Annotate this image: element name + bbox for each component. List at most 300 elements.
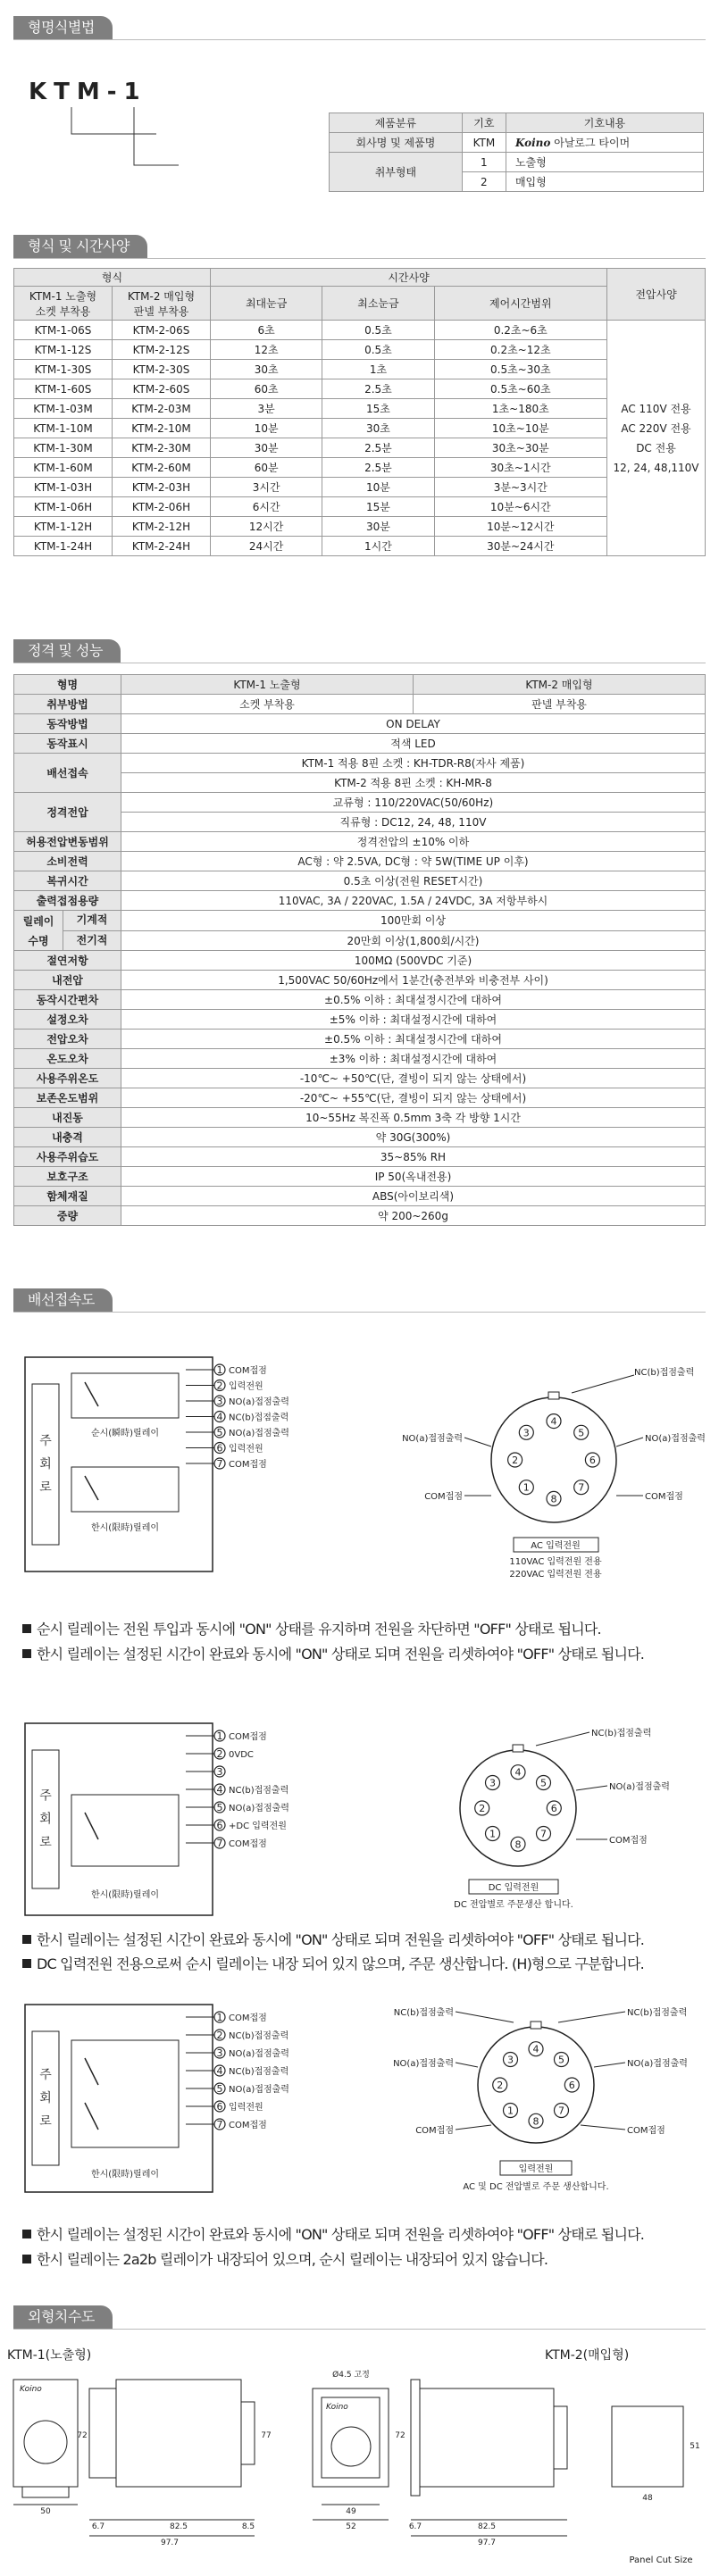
pin-label: COM접점 — [229, 1366, 267, 1376]
spec-label: 내충격 — [14, 1128, 121, 1147]
pin-number: 2 — [216, 1748, 223, 1760]
pin-number: 6 — [216, 1442, 223, 1455]
pin-number: 4 — [216, 1784, 223, 1796]
types-cell: KTM-1-30M — [14, 438, 113, 458]
spec-value: 소켓 부착용 — [121, 695, 414, 714]
pin-number: 5 — [539, 1777, 547, 1789]
spec-value: ON DELAY — [121, 714, 706, 734]
types-row — [14, 497, 706, 517]
pin-number: 5 — [216, 1802, 223, 1813]
pin-label: +DC 입력전원 — [229, 1822, 287, 1831]
types-sub: KTM-2 매입형 — [127, 289, 196, 303]
spec-value: ±0.5% 이하 : 최대설정시간에 대하여 — [121, 1030, 706, 1049]
pin-number: 8 — [514, 1838, 522, 1851]
divider — [13, 2329, 706, 2330]
socket-key — [548, 1392, 559, 1399]
spec-value: 20만회 이상(1,800회/시간) — [121, 930, 706, 951]
types-cell: KTM-2-60M — [113, 458, 211, 478]
pin-number: 4 — [216, 1411, 223, 1423]
pin-number: 4 — [532, 2043, 539, 2055]
note: 한시 릴레이는 2a2b 릴레이가 내장되어 있으며, 순시 릴레이는 내장되어 있지 않습니다. — [22, 2248, 548, 2269]
spec-label: 복귀시간 — [14, 871, 121, 891]
types-cell: 30초~30분 — [434, 438, 606, 458]
spec-value: IP 50(옥내전용) — [121, 1167, 706, 1187]
types-cell: 0.2초~6초 — [434, 321, 606, 340]
types-cell: KTM-2-24H — [113, 537, 211, 556]
types-cell: 60초 — [211, 379, 322, 399]
source-label: AC 입력전원 — [531, 1541, 581, 1551]
wiring-svg-3 — [18, 1996, 715, 2201]
section-title-model: 형명식별법 — [13, 16, 113, 39]
types-row — [14, 379, 706, 399]
model-row-code: 1 — [462, 153, 506, 172]
note: 한시 릴레이는 설정된 시간이 완료와 동시에 "ON" 상태로 되며 전원을 리셋하여야 "OFF" 상태로 됩니다. — [22, 2223, 644, 2244]
types-cell: KTM-1-10M — [14, 419, 113, 438]
spec-value: 100만회 이상 — [121, 911, 706, 931]
pin-number: 7 — [539, 1828, 547, 1840]
pin-number: 7 — [557, 2105, 564, 2117]
types-head-volt: 전압사양 — [607, 269, 706, 321]
types-sub: 최소눈금 — [322, 287, 434, 321]
front-view — [13, 2380, 78, 2487]
types-cell: 30분 — [322, 517, 434, 537]
main-circuit-char: 주 — [39, 1434, 52, 1448]
side-view-2 — [420, 2388, 554, 2487]
spec-head: KTM-2 매입형 — [414, 675, 706, 695]
types-table — [13, 268, 706, 556]
types-cell: KTM-2-30M — [113, 438, 211, 458]
types-cell: 10분~12시간 — [434, 517, 606, 537]
types-cell: 3분 — [211, 399, 322, 419]
model-row-label: 취부형태 — [330, 153, 463, 192]
socket-label: NO(a)접점출력 — [645, 1434, 706, 1444]
panel-cut — [612, 2406, 683, 2487]
section-title-dims: 외형치수도 — [13, 2305, 113, 2329]
types-cell: 6시간 — [211, 497, 322, 517]
types-cell: 30분 — [211, 438, 322, 458]
types-row — [14, 360, 706, 379]
pin-label: 0VDC — [229, 1750, 254, 1760]
divider — [13, 39, 706, 40]
pin-label: 입력전원 — [229, 1444, 263, 1455]
types-cell: KTM-2-30S — [113, 360, 211, 379]
spec-label: 동작표시 — [14, 734, 121, 754]
section-title-spec: 정격 및 성능 — [13, 639, 121, 663]
section-title-wiring: 배선접속도 — [13, 1288, 113, 1312]
types-cell: 30초 — [322, 419, 434, 438]
pin-number: 7 — [216, 1838, 223, 1849]
source-note: DC 전압별로 주문생산 합니다. — [454, 1900, 573, 1910]
dim-label: 49 — [346, 2507, 356, 2516]
types-row — [14, 478, 706, 497]
spec-label: 내진동 — [14, 1108, 121, 1128]
pin-number: 3 — [523, 1427, 530, 1439]
pin-number: 6 — [589, 1455, 596, 1466]
spec-value: 1,500VAC 50/60Hz에서 1분간(충전부와 비충전부 사이) — [121, 971, 706, 990]
dimension-drawings — [0, 2339, 719, 2573]
types-cell: KTM-2-12S — [113, 340, 211, 360]
pin-number: 2 — [216, 2030, 223, 2041]
types-cell: 6초 — [211, 321, 322, 340]
pin-number: 1 — [523, 1481, 530, 1494]
socket-label: NO(a)접점출력 — [402, 1434, 463, 1444]
pin-number: 1 — [507, 2105, 514, 2117]
spec-label: 사용주위습도 — [14, 1147, 121, 1167]
spec-value: -10℃~ +50℃(단, 결빙이 되지 않는 상태에서) — [121, 1069, 706, 1088]
types-cell: KTM-2-60S — [113, 379, 211, 399]
types-row — [14, 517, 706, 537]
socket-label: COM접점 — [627, 2126, 665, 2136]
model-row-code: 2 — [462, 172, 506, 192]
model-row-desc: 노출형 — [506, 153, 703, 172]
pin-number: 5 — [216, 2083, 223, 2095]
spec-label: 보호구조 — [14, 1167, 121, 1187]
types-cell: 12초 — [211, 340, 322, 360]
spec-value: KTM-2 적용 8핀 소켓 : KH-MR-8 — [121, 773, 706, 793]
main-circuit-char: 주 — [39, 1788, 52, 1804]
spec-head: 형명 — [14, 675, 121, 695]
relay-label: 한시(限時)릴레이 — [90, 1523, 160, 1533]
types-cell: KTM-2-03M — [113, 399, 211, 419]
dim-label: 48 — [642, 2494, 653, 2503]
pin-number: 4 — [216, 2065, 223, 2077]
types-cell: 2.5초 — [322, 379, 434, 399]
pin-label: 입력전원 — [229, 2103, 263, 2113]
dim-label: 52 — [346, 2522, 356, 2531]
main-circuit-char: 회 — [39, 2091, 52, 2105]
volt-line: DC 전용 — [636, 441, 676, 454]
spec-value: ±3% 이하 : 최대설정시간에 대하여 — [121, 1049, 706, 1069]
brand-logo: Koino — [514, 137, 551, 149]
socket-label: NO(a)접점출력 — [609, 1782, 670, 1792]
spec-value: 110VAC, 3A / 220VAC, 1.5A / 24VDC, 3A 저항부하시 — [121, 891, 706, 911]
pin-number: 6 — [568, 2080, 575, 2091]
types-cell: KTM-1-03M — [14, 399, 113, 419]
note: 한시 릴레이는 설정된 시간이 완료와 동시에 "ON" 상태로 되며 전원을 리셋하여야 "OFF" 상태로 됩니다. — [22, 1643, 644, 1663]
spec-value: 100MΩ (500VDC 기준) — [121, 951, 706, 971]
pin-label: NO(a)접점출력 — [229, 1804, 289, 1813]
types-row — [14, 537, 706, 556]
socket-label: NO(a)접점출력 — [393, 2059, 454, 2069]
types-cell: KTM-1-06S — [14, 321, 113, 340]
spec-value: 직류형 : DC12, 24, 48, 110V — [121, 813, 706, 832]
socket-label: COM접점 — [415, 2126, 454, 2136]
spec-label: 동작시간편차 — [14, 990, 121, 1010]
relay-label: 순시(瞬時)릴레이 — [90, 1429, 160, 1438]
pin-number: 7 — [216, 1458, 223, 1470]
socket-key — [513, 1745, 523, 1752]
types-cell: 10초~10분 — [434, 419, 606, 438]
spec-value: 0.5초 이상(전원 RESET시간) — [121, 871, 706, 891]
main-circuit-char: 로 — [39, 2114, 52, 2129]
brand-logo: Koino — [326, 2403, 348, 2412]
types-row — [14, 340, 706, 360]
divider — [13, 258, 706, 259]
pin-label: NC(b)접점출력 — [229, 2067, 289, 2077]
types-cell: KTM-2-06H — [113, 497, 211, 517]
pin-number: 3 — [216, 2047, 223, 2059]
relay-box — [71, 1795, 179, 1866]
divider — [13, 1312, 706, 1313]
spec-label: 함체재질 — [14, 1187, 121, 1206]
dim-label: 6.7 — [91, 2522, 105, 2531]
types-cell: 1시간 — [322, 537, 434, 556]
pin-number: 6 — [216, 1820, 223, 1831]
types-cell: 24시간 — [211, 537, 322, 556]
types-cell: 1초 — [322, 360, 434, 379]
spec-value: 약 30G(300%) — [121, 1128, 706, 1147]
types-cell: 3분~3시간 — [434, 478, 606, 497]
types-sub: KTM-1 노출형 — [29, 289, 97, 303]
wiring-diagram-1 — [18, 1339, 715, 1616]
dim-label: 51 — [690, 2442, 700, 2451]
source-label: 입력전원 — [518, 2164, 554, 2174]
types-sub: 제어시간범위 — [434, 287, 606, 321]
relay-label: 한시(限時)릴레이 — [90, 2170, 160, 2180]
spec-head: KTM-1 노출형 — [121, 675, 414, 695]
pin-label: COM접점 — [229, 1460, 267, 1470]
pin-number: 6 — [216, 2101, 223, 2113]
dim-label: 72 — [395, 2431, 405, 2440]
pin-label: 입력전원 — [229, 1381, 263, 1392]
pin-label: NO(a)접점출력 — [229, 1397, 289, 1407]
dims-svg — [0, 2339, 719, 2573]
types-volt — [607, 321, 706, 556]
dims-title: KTM-2(매입형) — [545, 2348, 630, 2363]
model-row-desc: 매입형 — [506, 172, 703, 192]
spec-label: 사용주위온도 — [14, 1069, 121, 1088]
types-cell: KTM-1-06H — [14, 497, 113, 517]
note: 한시 릴레이는 설정된 시간이 완료와 동시에 "ON" 상태로 되며 전원을 리셋하여야 "OFF" 상태로 됩니다. — [22, 1929, 644, 1949]
types-head-time: 시간사양 — [211, 269, 607, 287]
types-sub: 소켓 부착용 — [35, 304, 91, 318]
types-cell: 15분 — [322, 497, 434, 517]
types-cell: KTM-1-12H — [14, 517, 113, 537]
model-leader-lines — [36, 107, 179, 205]
types-row — [14, 458, 706, 478]
pin-number: 8 — [550, 1493, 557, 1505]
pin-label: COM접점 — [229, 1839, 267, 1849]
spec-label: 릴레이 — [22, 914, 54, 928]
spec-value: 10~55Hz 복진폭 0.5mm 3축 각 방향 1시간 — [121, 1108, 706, 1128]
pin-number: 2 — [497, 2080, 504, 2091]
wiring-svg-1 — [18, 1339, 715, 1616]
spec-value: -20℃~ +55℃(단, 결빙이 되지 않는 상태에서) — [121, 1088, 706, 1108]
pin-number: 7 — [578, 1481, 585, 1494]
brand-logo: Koino — [20, 2385, 42, 2394]
relay-box — [71, 2040, 179, 2147]
spec-value: 35~85% RH — [121, 1147, 706, 1167]
types-head-type: 형식 — [14, 269, 211, 287]
types-cell: KTM-2-06S — [113, 321, 211, 340]
source-label: DC 입력전원 — [488, 1883, 539, 1893]
pin-number: 2 — [479, 1803, 486, 1814]
relay-label: 한시(限時)릴레이 — [90, 1890, 160, 1900]
source-note: 220VAC 입력전원 전용 — [509, 1570, 602, 1580]
relay-box — [71, 1467, 179, 1512]
types-row — [14, 438, 706, 458]
main-circuit-char: 회 — [39, 1457, 52, 1471]
socket-label: COM접점 — [609, 1836, 648, 1846]
spec-label: 전기적 — [76, 933, 108, 946]
spec-label: 절연저항 — [14, 951, 121, 971]
pin-number: 4 — [550, 1415, 557, 1428]
model-code: KTM-1 — [29, 79, 147, 105]
types-cell: 0.5초 — [322, 321, 434, 340]
types-cell: 30초 — [211, 360, 322, 379]
spec-value: ±5% 이하 : 최대설정시간에 대하여 — [121, 1010, 706, 1030]
socket-label: COM접점 — [645, 1492, 683, 1502]
hole-label: Ø4.5 고정 — [332, 2371, 370, 2380]
main-circuit-char: 주 — [39, 2068, 52, 2082]
pin-number: 6 — [550, 1803, 557, 1814]
source-note: 110VAC 입력전원 전용 — [509, 1557, 602, 1567]
spec-label: 중량 — [14, 1206, 121, 1226]
pin-number: 1 — [216, 1730, 223, 1742]
types-cell: 10분 — [322, 478, 434, 497]
types-cell: 30분~24시간 — [434, 537, 606, 556]
wiring-svg-2 — [18, 1714, 715, 1924]
types-cell: KTM-1-12S — [14, 340, 113, 360]
pin-number: 4 — [514, 1766, 522, 1779]
volt-line: AC 220V 전용 — [621, 421, 691, 435]
section-title-types: 형식 및 시간사양 — [13, 235, 147, 258]
types-cell: 0.5초 — [322, 340, 434, 360]
types-cell: KTM-1-60M — [14, 458, 113, 478]
types-cell: KTM-1-03H — [14, 478, 113, 497]
model-table — [329, 113, 704, 192]
pin-label: COM접점 — [229, 2013, 267, 2023]
pin-label: NC(b)접점출력 — [229, 1413, 289, 1423]
volt-line: 12, 24, 48,110V — [613, 461, 699, 474]
spec-label: 수명 — [28, 934, 49, 947]
spec-value: 판넬 부착용 — [414, 695, 706, 714]
note: DC 입력전원 전용으로써 순시 릴레이는 내장 되어 있지 않으며, 주문 생산합니다. (H)형으로 구분합니다. — [22, 1953, 644, 1973]
pin-number: 3 — [216, 1396, 223, 1407]
types-cell: 2.5분 — [322, 458, 434, 478]
socket-label: NC(b)접점출력 — [634, 1368, 695, 1378]
dim-label: 8.5 — [241, 2522, 255, 2531]
pin-number: 3 — [216, 1766, 223, 1778]
main-circuit-char: 로 — [39, 1480, 52, 1495]
pin-label: COM접점 — [229, 2121, 267, 2130]
types-cell: 10분~6시간 — [434, 497, 606, 517]
spec-label: 온도오차 — [14, 1049, 121, 1069]
types-cell: 3시간 — [211, 478, 322, 497]
spec-value: 약 200~260g — [121, 1206, 706, 1226]
types-cell: 10분 — [211, 419, 322, 438]
side-view — [116, 2380, 241, 2487]
wiring-diagram-2 — [18, 1714, 715, 1924]
spec-label: 취부방법 — [14, 695, 121, 714]
wiring-diagram-3 — [18, 1996, 715, 2201]
model-head-desc: 기호내용 — [506, 113, 703, 133]
socket-label: NC(b)접점출력 — [591, 1729, 652, 1738]
socket-key — [531, 2022, 541, 2029]
spec-label: 동작방법 — [14, 714, 121, 734]
types-cell: 1초~180초 — [434, 399, 606, 419]
dim-label: 97.7 — [477, 2538, 497, 2547]
model-head-code: 기호 — [462, 113, 506, 133]
pin-label: NO(a)접점출력 — [229, 2049, 289, 2059]
types-cell: 0.5초~30초 — [434, 360, 606, 379]
spec-value: ±0.5% 이하 : 최대설정시간에 대하여 — [121, 990, 706, 1010]
main-circuit-char: 로 — [39, 1835, 52, 1850]
types-cell: KTM-2-12H — [113, 517, 211, 537]
types-cell: 12시간 — [211, 517, 322, 537]
dim-label: 50 — [40, 2507, 51, 2516]
model-row-label: 회사명 및 제품명 — [330, 133, 463, 153]
types-cell: 0.2초~12초 — [434, 340, 606, 360]
dim-label: 6.7 — [408, 2522, 422, 2531]
pin-number: 1 — [489, 1828, 497, 1840]
spec-label: 설정오차 — [14, 1010, 121, 1030]
model-row-code: KTM — [462, 133, 506, 153]
spec-label: 소비전력 — [14, 852, 121, 871]
types-row — [14, 321, 706, 340]
pin-number: 5 — [216, 1427, 223, 1438]
dim-label: 97.7 — [160, 2538, 180, 2547]
relay-box — [71, 1373, 179, 1418]
socket-label: NC(b)접점출력 — [627, 2008, 688, 2018]
types-cell: 60분 — [211, 458, 322, 478]
dim-label: 82.5 — [477, 2522, 497, 2531]
pin-number: 5 — [557, 2054, 564, 2066]
spec-value: AC형 : 약 2.5VA, DC형 : 약 5W(TIME UP 이후) — [121, 852, 706, 871]
pin-number: 3 — [507, 2054, 514, 2066]
spec-value: 정격전압의 ±10% 이하 — [121, 832, 706, 852]
spec-label: 기계적 — [63, 911, 121, 931]
panel-label: Panel Cut Size — [629, 2555, 693, 2565]
dim-label: 72 — [77, 2431, 88, 2440]
types-cell: KTM-2-10M — [113, 419, 211, 438]
model-head-category: 제품분류 — [330, 113, 463, 133]
types-cell: 30초~1시간 — [434, 458, 606, 478]
types-row — [14, 399, 706, 419]
dim-label: 82.5 — [169, 2522, 188, 2531]
spec-table — [13, 674, 706, 1226]
note: 순시 릴레이는 전원 투입과 동시에 "ON" 상태를 유지하며 전원을 차단하면 "OFF" 상태로 됩니다. — [22, 1618, 601, 1638]
spec-label: 배선접속 — [14, 754, 121, 793]
pin-number: 8 — [532, 2115, 539, 2128]
spec-label: 전압오차 — [14, 1030, 121, 1049]
socket-label: COM접점 — [424, 1492, 463, 1502]
socket-label: NC(b)접점출력 — [393, 2008, 454, 2018]
types-cell: KTM-2-03H — [113, 478, 211, 497]
dim-label: 77 — [261, 2431, 272, 2440]
types-cell: 0.5초~60초 — [434, 379, 606, 399]
types-cell: 2.5분 — [322, 438, 434, 458]
spec-label: 출력접점용량 — [14, 891, 121, 911]
pin-number: 1 — [216, 1364, 223, 1376]
main-circuit-char: 회 — [39, 1812, 52, 1827]
spec-value: 적색 LED — [121, 734, 706, 754]
types-cell: KTM-1-30S — [14, 360, 113, 379]
spec-label: 내전압 — [14, 971, 121, 990]
pin-label: COM접점 — [229, 1732, 267, 1742]
types-sub: 판넬 부착용 — [133, 304, 189, 318]
source-note: AC 및 DC 전압별로 주문 생산합니다. — [463, 2182, 609, 2192]
types-row — [14, 419, 706, 438]
spec-value: 교류형 : 110/220VAC(50/60Hz) — [121, 793, 706, 813]
types-cell: KTM-1-24H — [14, 537, 113, 556]
spec-label: 허용전압변동범위 — [14, 832, 121, 852]
types-cell: KTM-1-60S — [14, 379, 113, 399]
pin-label: NC(b)접점출력 — [229, 1786, 289, 1796]
spec-value: ABS(아이보리색) — [121, 1187, 706, 1206]
model-row-desc: 아날로그 타이머 — [554, 137, 631, 149]
dims-title: KTM-1(노출형) — [7, 2348, 92, 2363]
